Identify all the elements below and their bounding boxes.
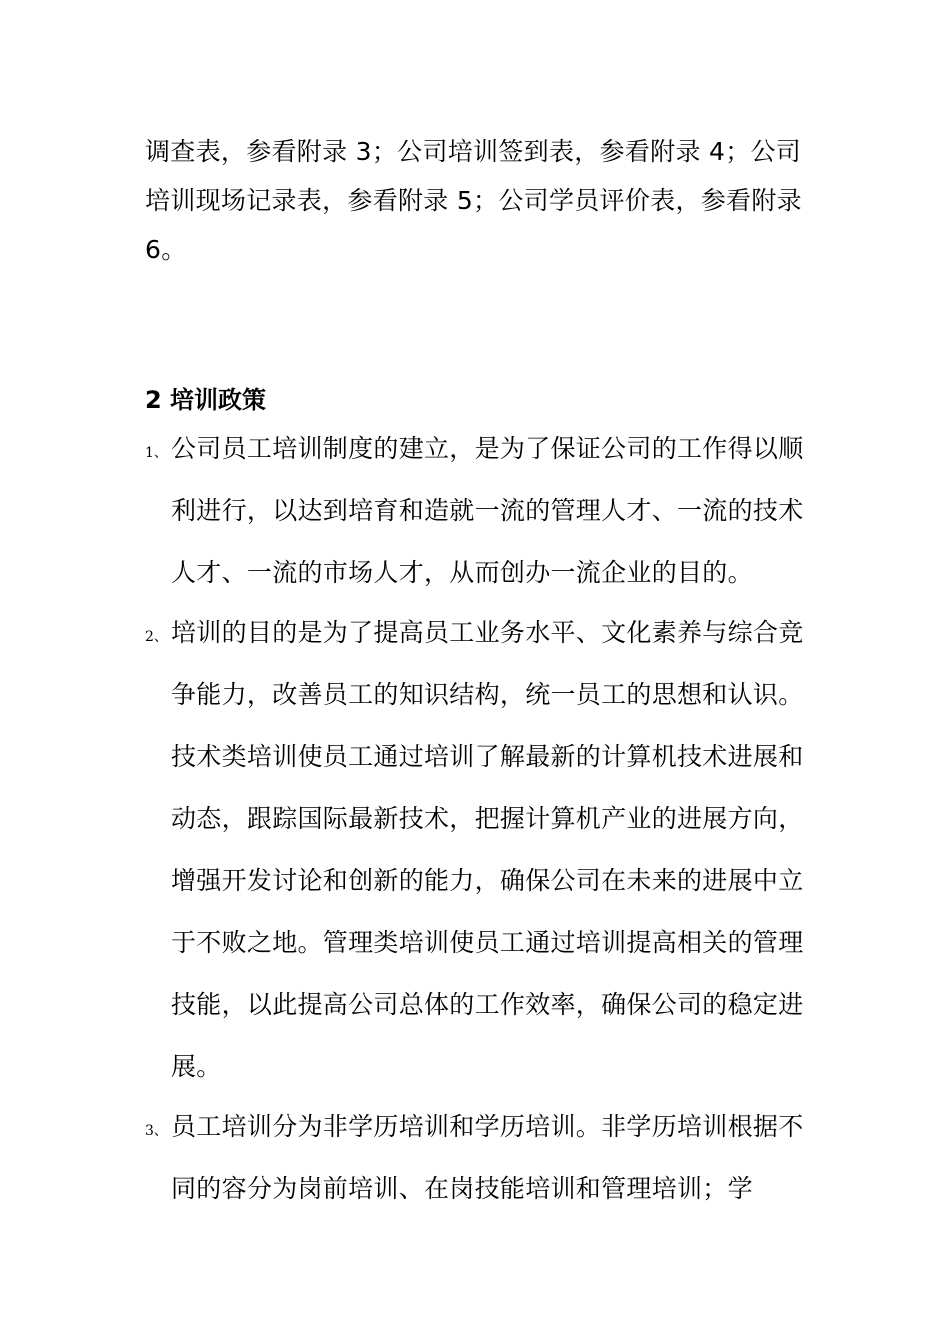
list-item <box>145 418 815 604</box>
section-heading: 2 培训政策 <box>145 386 267 414</box>
list-item-number: 3、 <box>145 1123 168 1139</box>
list-item-number: 1、 <box>145 445 168 461</box>
list-item <box>145 602 815 1098</box>
list-item-text: 培训的目的是为了提高员工业务水平、文化素养与综合竞争能力，改善员工的知识结构，统一员工的思想和认识。技术类培训使员工通过培训了解最新的计算机技术进展和动态，跟踪国际最新技术，把握计算机产业的进展方向，增强开发讨论和创新的能力，确保公司在未来的进展中立于不败之地。管理类培训使员工通过培训提高相关的管理技能，以此提高公司总体的工作效率，确保公司的稳定进展。 <box>171 618 804 1081</box>
list-item-text: 公司员工培训制度的建立，是为了保证公司的工作得以顺利进行，以达到培育和造就一流的管理人才、一流的技术人才、一流的市场人才，从而创办一流企业的目的。 <box>171 434 804 587</box>
list-item <box>145 1096 815 1220</box>
list-item-number: 2、 <box>145 629 168 645</box>
intro-paragraph: 调查表，参看附录 3；公司培训签到表，参看附录 4；公司培训现场记录表，参看附录 5；公司学员评价表，参看附录 6。 <box>145 137 802 264</box>
list-item-text: 员工培训分为非学历培训和学历培训。非学历培训根据不同的容分为岗前培训、在岗技能培训和管理培训；学 <box>171 1112 804 1203</box>
